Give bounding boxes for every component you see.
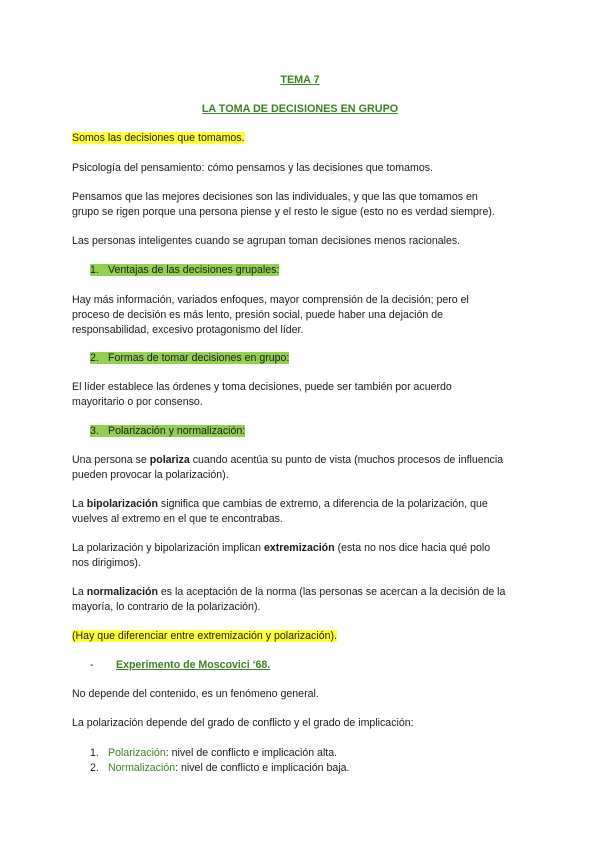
- bold-term: normalización: [86, 586, 158, 598]
- bullet-item: [90, 658, 270, 672]
- section-heading-label: Formas de tomar decisiones en grupo:: [108, 352, 290, 364]
- experiment-heading: Experimento de Moscovici ‘68.: [116, 659, 271, 671]
- paragraph-line: La normalización es la aceptación de la norma (las personas se acercan a la decisión de la: [72, 586, 506, 598]
- bold-term: polariza: [149, 454, 190, 466]
- paragraph-line: mayoría, lo contrario de la polarización).: [72, 601, 261, 613]
- list-number: 2.: [90, 352, 99, 364]
- paragraph: Las personas inteligentes cuando se agrupan toman decisiones menos racionales.: [72, 235, 461, 247]
- paragraph-line: mayoritario o por consenso.: [72, 396, 203, 408]
- list-number: 2.: [90, 762, 99, 774]
- paragraph-line: responsabilidad, excesivo protagonismo del líder.: [72, 324, 304, 336]
- section-heading-3: [90, 424, 245, 438]
- paragraph-line: El líder establece las órdenes y toma decisiones, puede ser también por acuerdo: [72, 381, 452, 393]
- paragraph-line: Una persona se polariza cuando acentúa su punto de vista (muchos procesos de influencia: [72, 454, 504, 466]
- list-number: 1.: [90, 747, 99, 759]
- paragraph-line: vuelves al extremo en el que te encontrabas.: [72, 513, 283, 525]
- list-item: [90, 746, 337, 760]
- list-text: : nivel de conflicto e implicación alta.: [165, 747, 338, 759]
- list-item: [90, 761, 349, 775]
- bullet-dash: -: [90, 659, 94, 671]
- paragraph: Psicología del pensamiento: cómo pensamos y las decisiones que tomamos.: [72, 162, 433, 174]
- topic-heading: TEMA 7: [280, 74, 320, 86]
- list-number: 3.: [90, 425, 99, 437]
- list-term: Normalización: [108, 762, 176, 774]
- section-heading-label: Polarización y normalización:: [108, 425, 246, 437]
- list-text: : nivel de conflicto e implicación baja.: [175, 762, 350, 774]
- paragraph: La polarización depende del grado de conflicto y el grado de implicación:: [72, 717, 414, 729]
- paragraph-line: grupo se rigen porque una persona piense y el resto le sigue (esto no es verdad siempre).: [72, 206, 495, 218]
- bold-term: extremización: [263, 542, 335, 554]
- list-term: Polarización: [108, 747, 166, 759]
- highlighted-statement: Somos las decisiones que tomamos.: [72, 132, 245, 144]
- paragraph: No depende del contenido, es un fenómeno general.: [72, 688, 319, 700]
- paragraph-line: La polarización y bipolarización implican extremización (esta no nos dice hacia qué polo: [72, 542, 491, 554]
- section-heading-2: [90, 351, 289, 365]
- list-number: 1.: [90, 264, 99, 276]
- section-heading-label: Ventajas de las decisiones grupales:: [108, 264, 280, 276]
- paragraph-line: proceso de decisión es más lento, presión social, puede haber una dejación de: [72, 309, 444, 321]
- page-title: LA TOMA DE DECISIONES EN GRUPO: [201, 103, 399, 115]
- paragraph-line: Pensamos que las mejores decisiones son las individuales, y que las que tomamos en: [72, 191, 478, 203]
- highlighted-note: (Hay que diferenciar entre extremización y polarización).: [72, 630, 337, 642]
- section-heading-1: [90, 263, 279, 277]
- bold-term: bipolarización: [86, 498, 158, 510]
- paragraph-line: pueden provocar la polarización).: [72, 469, 229, 481]
- paragraph-line: La bipolarización significa que cambias de extremo, a diferencia de la polarización, que: [72, 498, 488, 510]
- paragraph-line: nos dirigimos).: [72, 557, 141, 569]
- paragraph-line: Hay más información, variados enfoques, mayor comprensión de la decisión; pero el: [72, 294, 469, 306]
